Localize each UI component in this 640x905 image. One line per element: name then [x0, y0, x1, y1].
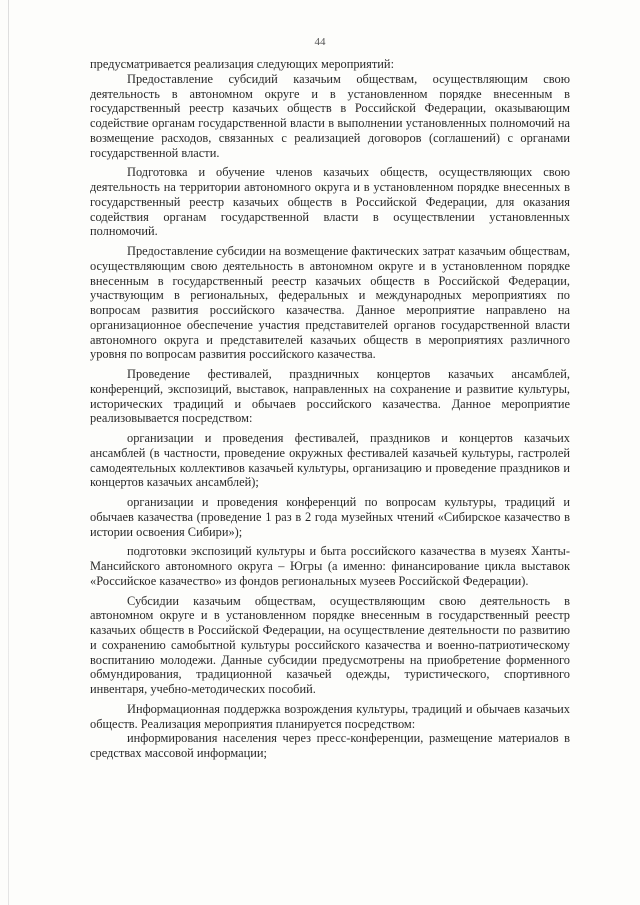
page-number: 44 — [314, 36, 326, 48]
paragraph-exhibitions: подготовки экспозиций культуры и быта российского казачества в музеях Ханты-Мансийского автономного округа – Югры (а именно: финансирование цикла выставок «Российское казачество» из фондов региональных музеев Российской Федерации). — [90, 544, 570, 588]
document-body — [90, 57, 570, 761]
paragraph-conferences: организации и проведения конференций по вопросам культуры, традиций и обычаев казачества (проведение 1 раз в 2 года музейных чтений «Сибирское казачество в истории освоения Сибири»); — [90, 495, 570, 539]
paragraph-press: информирования населения через пресс-конференции, размещение материалов в средствах массовой информации; — [90, 731, 570, 760]
paragraph-subsidies-culture: Субсидии казачьим обществам, осуществляющим свою деятельность в автономном округе и в установленном порядке внесенным в государственный реестр казачьих обществ в Российской Федерации, на осуществление деятельности по развитию и сохранению самобытной культуры российского казачества и военно-патриотическому воспитанию молодежи. Данные субсидии предусмотрены на приобретение форменного обмундирования, традиционной казачьей одежды, туристического, спортивного инвентаря, учебно-методических пособий. — [90, 593, 570, 696]
paragraph-info-support: Информационная поддержка возрождения культуры, традиций и обычаев казачьих обществ. Реализация мероприятия планируется посредством: — [90, 701, 570, 731]
paragraph-intro: предусматривается реализация следующих мероприятий: — [90, 57, 395, 71]
paragraph-festivals: Проведение фестивалей, праздничных концертов казачьих ансамблей, конференций, экспозиций, выставок, направленных на сохранение и развитие культуры, исторических традиций и обычаев российского казачества. Данное мероприятие реализовывается посредством: — [90, 367, 570, 426]
paragraph-festivals-organization: организации и проведения фестивалей, праздников и концертов казачьих ансамблей (в частности, проведение окружных фестивалей казачьей культуры, гастролей самодеятельных коллективов казачьей культуры, организацию и проведение праздников и концертов казачьих ансамблей); — [90, 431, 570, 490]
scan-margin-line — [8, 0, 9, 905]
paragraph-subsidies-events: Предоставление субсидии на возмещение фактических затрат казачьим обществам, осуществляющим свою деятельность в автономном округе и в установленном порядке внесенным в государственный реестр казачьих обществ в Российской Федерации, участвующим в региональных, федеральных и международных мероприятиях по вопросам развития российского казачества. Данное мероприятие направлено на организационное обеспечение участия представителей органов государственной власти автономного округа и представителей казачьих обществ в мероприятиях различного уровня по вопросам развития российского казачества. — [90, 244, 570, 362]
paragraph-subsidies-state-support: Предоставление субсидий казачьим обществам, осуществляющим свою деятельность в автономном округе и в установленном порядке внесенным в государственный реестр казачьих обществ в Российской Федерации, оказывающим содействие органам государственной власти в выполнении установленных полномочий на возмещение расходов, связанных с реализацией договоров (соглашений) с органами государственной власти. — [90, 71, 570, 160]
paragraph-training: Подготовка и обучение членов казачьих обществ, осуществляющих свою деятельность на территории автономного округа и в установленном порядке внесенных в государственный реестр казачьих обществ в Российской Федерации, для оказания содействия органам государственной власти в осуществлении установленных полномочий. — [90, 165, 570, 239]
